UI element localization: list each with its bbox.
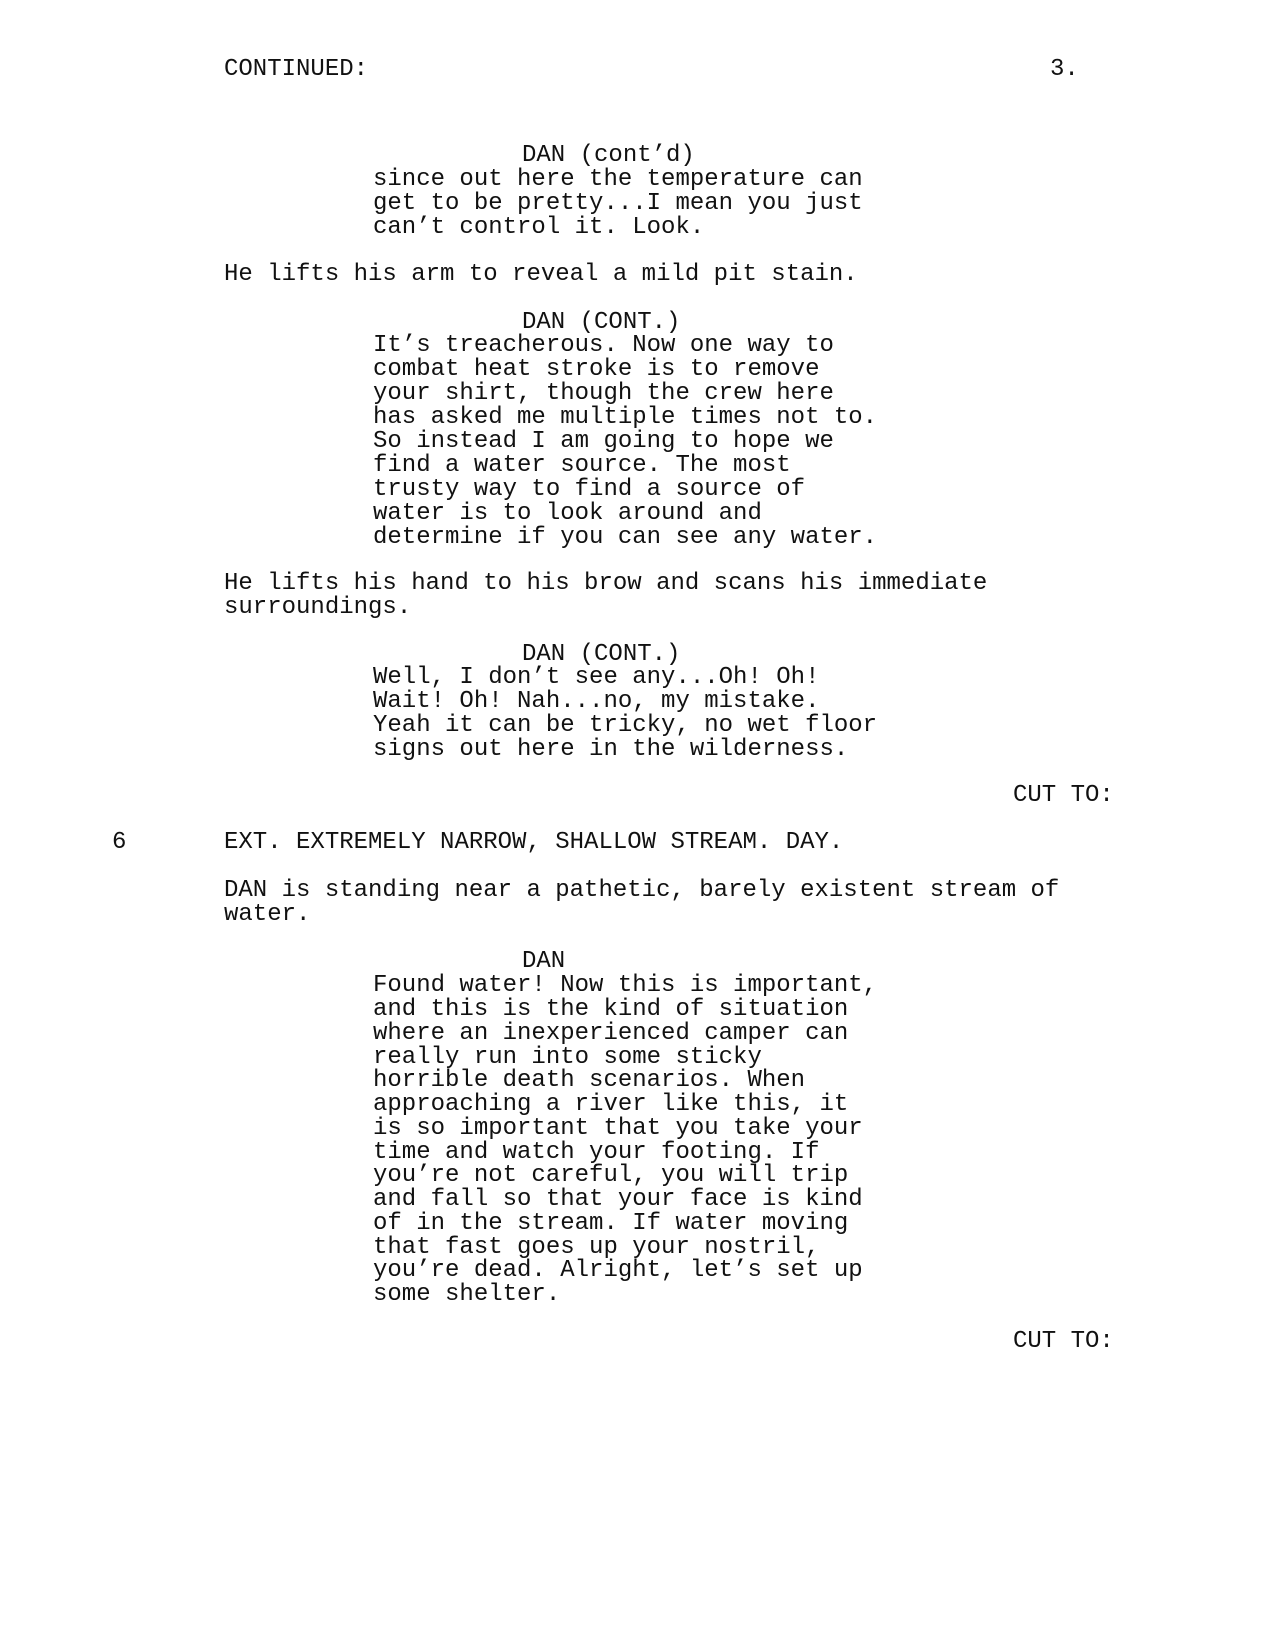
dialogue-line: and this is the kind of situation <box>373 996 849 1023</box>
dialogue-line: of in the stream. If water moving <box>373 1210 849 1237</box>
continued-label: CONTINUED: <box>224 56 369 83</box>
dialogue-line: So instead I am going to hope we <box>373 428 834 455</box>
dialogue-line: It’s treacherous. Now one way to <box>373 332 834 359</box>
dialogue-line: trusty way to find a source of <box>373 476 806 503</box>
transition: CUT TO: <box>1013 782 1114 809</box>
dialogue-line: really run into some sticky <box>373 1044 762 1071</box>
dialogue-line: approaching a river like this, it <box>373 1091 849 1118</box>
action-line: DAN is standing near a pathetic, barely existent stream of <box>224 877 1060 904</box>
dialogue-line: water is to look around and <box>373 500 762 527</box>
character-name: DAN <box>522 948 566 975</box>
dialogue-line: can’t control it. Look. <box>373 214 705 241</box>
dialogue-line: signs out here in the wilderness. <box>373 736 849 763</box>
dialogue-line: Wait! Oh! Nah...no, my mistake. <box>373 688 820 715</box>
action-line: He lifts his arm to reveal a mild pit stain. <box>224 261 858 288</box>
dialogue-line: get to be pretty...I mean you just <box>373 190 863 217</box>
dialogue-line: horrible death scenarios. When <box>373 1067 806 1094</box>
dialogue-line: Found water! Now this is important, <box>373 972 878 999</box>
dialogue-line: that fast goes up your nostril, <box>373 1234 820 1261</box>
scene-number: 6 <box>112 829 127 856</box>
dialogue-line: determine if you can see any water. <box>373 524 878 551</box>
dialogue-line: is so important that you take your <box>373 1115 863 1142</box>
character-name: DAN (cont’d) <box>522 142 695 169</box>
page-number: 3. <box>1050 56 1079 83</box>
scene-heading: EXT. EXTREMELY NARROW, SHALLOW STREAM. DAY. <box>224 829 844 856</box>
dialogue-line: time and watch your footing. If <box>373 1139 820 1166</box>
dialogue-line: Well, I don’t see any...Oh! Oh! <box>373 664 820 691</box>
action-line: He lifts his hand to his brow and scans his immediate <box>224 570 988 597</box>
dialogue-line: where an inexperienced camper can <box>373 1020 849 1047</box>
dialogue-line: Yeah it can be tricky, no wet floor <box>373 712 878 739</box>
dialogue-line: you’re dead. Alright, let’s set up <box>373 1257 863 1284</box>
character-name: DAN (CONT.) <box>522 641 681 668</box>
action-line: surroundings. <box>224 594 412 621</box>
dialogue-line: combat heat stroke is to remove <box>373 356 820 383</box>
dialogue-line: your shirt, though the crew here <box>373 380 834 407</box>
transition: CUT TO: <box>1013 1328 1114 1355</box>
dialogue-line: find a water source. The most <box>373 452 791 479</box>
action-line: water. <box>224 901 311 928</box>
dialogue-line: since out here the temperature can <box>373 166 863 193</box>
dialogue-line: you’re not careful, you will trip <box>373 1162 849 1189</box>
dialogue-line: has asked me multiple times not to. <box>373 404 878 431</box>
character-name: DAN (CONT.) <box>522 309 681 336</box>
dialogue-line: and fall so that your face is kind <box>373 1186 863 1213</box>
dialogue-line: some shelter. <box>373 1281 561 1308</box>
